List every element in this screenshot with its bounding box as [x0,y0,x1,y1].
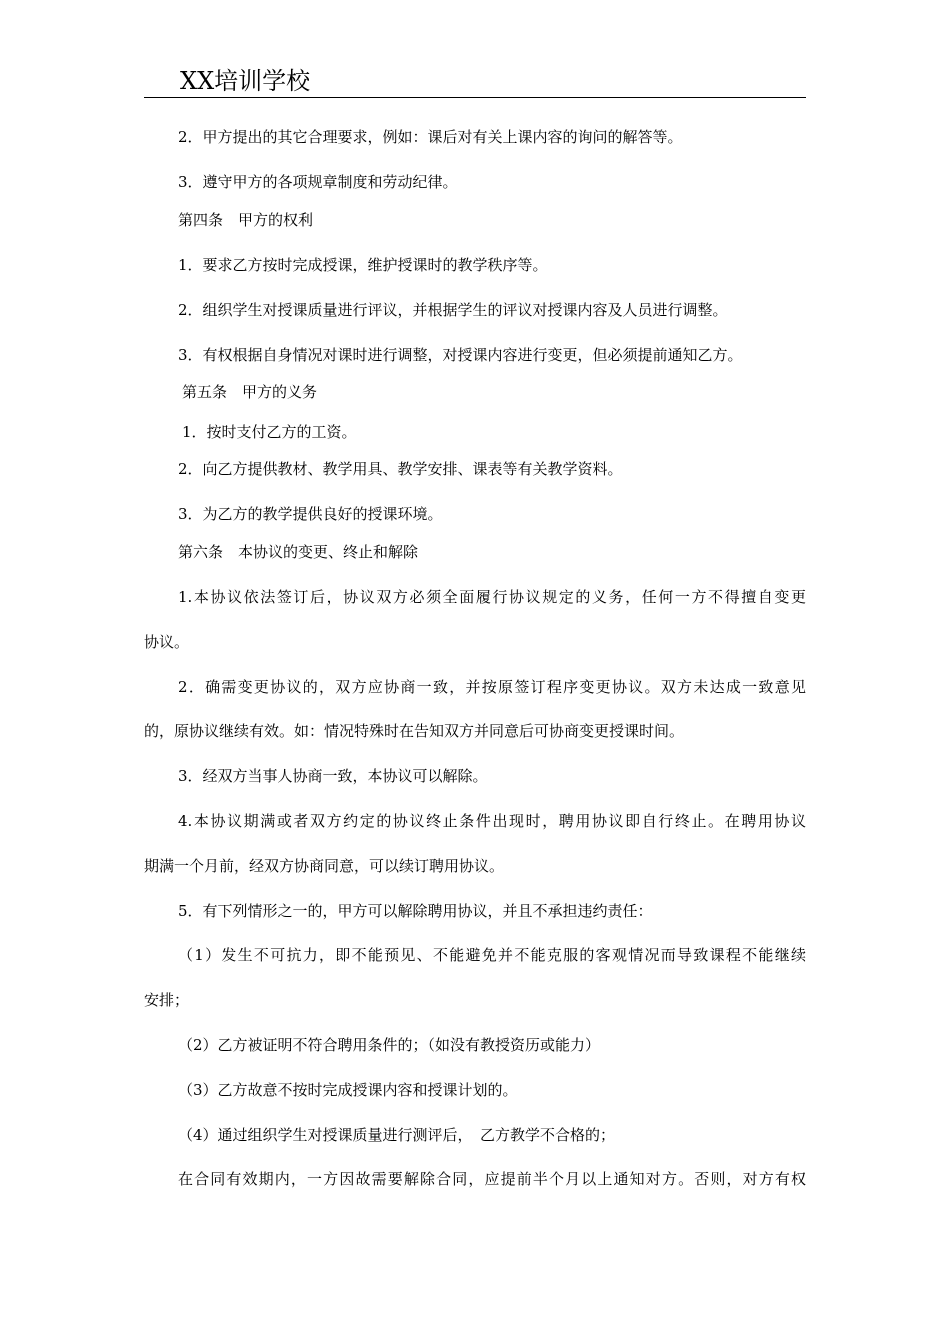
paragraph-line: 期满一个月前，经双方协商同意，可以续订聘用协议。 [144,857,505,875]
paragraph-line: 5．有下列情形之一的，甲方可以解除聘用协议，并且不承担违约责任： [178,902,653,920]
section-heading: 第五条 甲方的义务 [182,383,318,401]
paragraph-line: 安排； [144,991,190,1009]
paragraph-line: （3）乙方故意不按时完成授课内容和授课计划的。 [178,1081,518,1099]
header-divider [144,97,806,98]
paragraph-line: 1．按时支付乙方的工资。 [182,423,357,441]
paragraph-line: 1.本协议依法签订后，协议双方必须全面履行协议规定的义务，任何一方不得擅自变更 [178,588,806,606]
paragraph-line: 2．甲方提出的其它合理要求，例如：课后对有关上课内容的询问的解答等。 [178,128,683,146]
paragraph-line: 3．遵守甲方的各项规章制度和劳动纪律。 [178,173,458,191]
paragraph-line: 1．要求乙方按时完成授课，维护授课时的教学秩序等。 [178,256,548,274]
section-heading: 第六条 本协议的变更、终止和解除 [178,543,419,561]
paragraph-line: 2．组织学生对授课质量进行评议，并根据学生的评议对授课内容及人员进行调整。 [178,301,728,319]
paragraph-line: 3．为乙方的教学提供良好的授课环境。 [178,505,443,523]
paragraph-line: （2）乙方被证明不符合聘用条件的；（如没有教授资历或能力） [178,1036,601,1054]
document-header-title: XX培训学校 [180,67,311,95]
paragraph-line: 的，原协议继续有效。如：情况特殊时在告知双方并同意后可协商变更授课时间。 [144,722,685,740]
paragraph-line: （4）通过组织学生对授课质量进行测评后， 乙方教学不合格的； [178,1126,616,1144]
paragraph-line: 协议。 [144,633,190,651]
paragraph-line: 3．有权根据自身情况对课时进行调整，对授课内容进行变更，但必须提前通知乙方。 [178,346,743,364]
paragraph-line: 在合同有效期内，一方因故需要解除合同，应提前半个月以上通知对方。否则，对方有权 [178,1170,806,1188]
paragraph-line: 2．确需变更协议的，双方应协商一致，并按原签订程序变更协议。双方未达成一致意见 [178,678,806,696]
paragraph-line: 2．向乙方提供教材、教学用具、教学安排、课表等有关教学资料。 [178,460,623,478]
section-heading: 第四条 甲方的权利 [178,211,314,229]
paragraph-line: 4.本协议期满或者双方约定的协议终止条件出现时，聘用协议即自行终止。在聘用协议 [178,812,806,830]
paragraph-line: （1）发生不可抗力，即不能预见、不能避免并不能克服的客观情况而导致课程不能继续 [178,946,806,964]
paragraph-line: 3．经双方当事人协商一致，本协议可以解除。 [178,767,488,785]
